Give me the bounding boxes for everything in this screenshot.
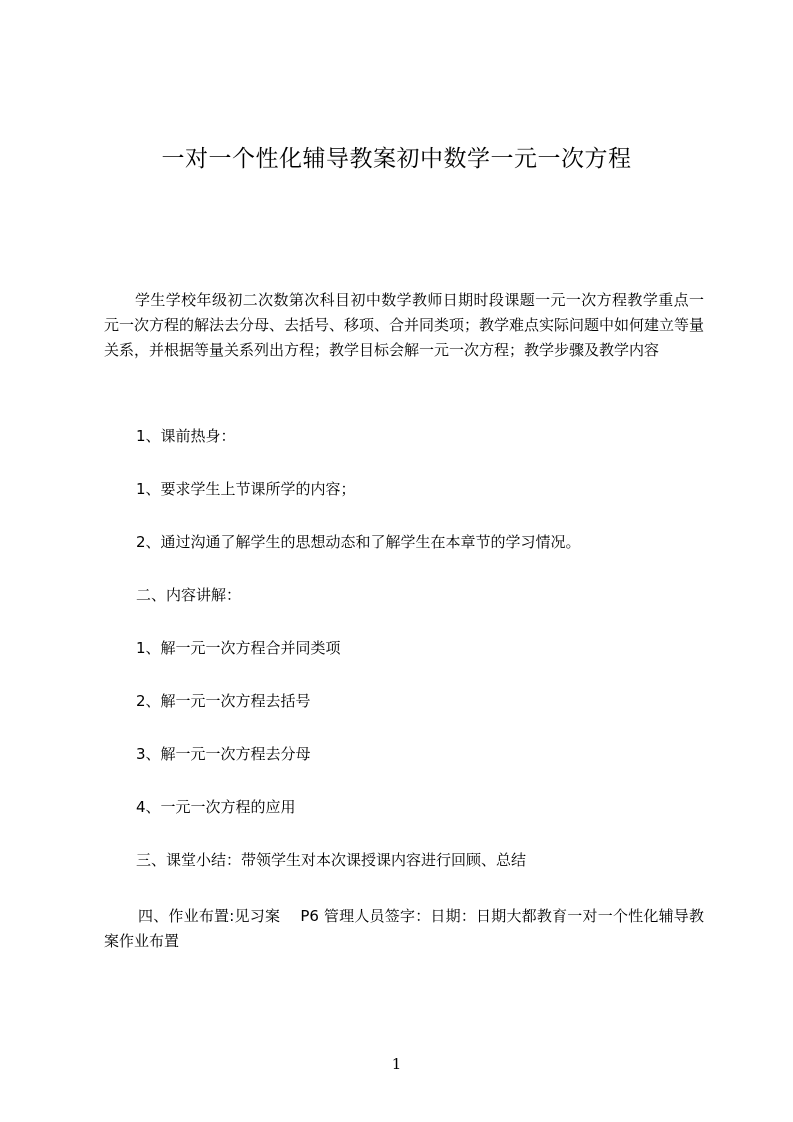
section-content-heading: 二、内容讲解： bbox=[136, 586, 242, 604]
content-item-1: 1、解一元一次方程合并同类项 bbox=[136, 639, 341, 657]
content-item-4: 4、一元一次方程的应用 bbox=[136, 798, 296, 816]
section-warmup-heading: 1、课前热身： bbox=[136, 427, 236, 445]
content-item-3: 3、解一元一次方程去分母 bbox=[136, 745, 311, 763]
warmup-item-2: 2、通过沟通了解学生的思想动态和了解学生在本章节的学习情况。 bbox=[136, 533, 581, 551]
intro-paragraph: 学生学校年级初二次数第次科目初中数学教师日期时段课题一元一次方程教学重点一元一次方程的解法去分母、去括号、移项、合并同类项；教学难点实际问题中如何建立等量关系，并根据等量关系列出方程；教学目标会解一元一次方程；教学步骤及教学内容 bbox=[104, 291, 705, 359]
content-item-2: 2、解一元一次方程去括号 bbox=[136, 692, 311, 710]
document-title: 一对一个性化辅导教案初中数学一元一次方程 bbox=[161, 146, 632, 172]
section-homework: 四、作业布置:见习案 P6 管理人员签字：日期：日期大都教育一对一个性化辅导教案作业布置 bbox=[104, 907, 704, 950]
warmup-item-1: 1、要求学生上节课所学的内容； bbox=[136, 480, 356, 498]
section-summary: 三、课堂小结：带领学生对本次课授课内容进行回顾、总结 bbox=[136, 851, 527, 869]
page-number: 1 bbox=[391, 1055, 402, 1073]
